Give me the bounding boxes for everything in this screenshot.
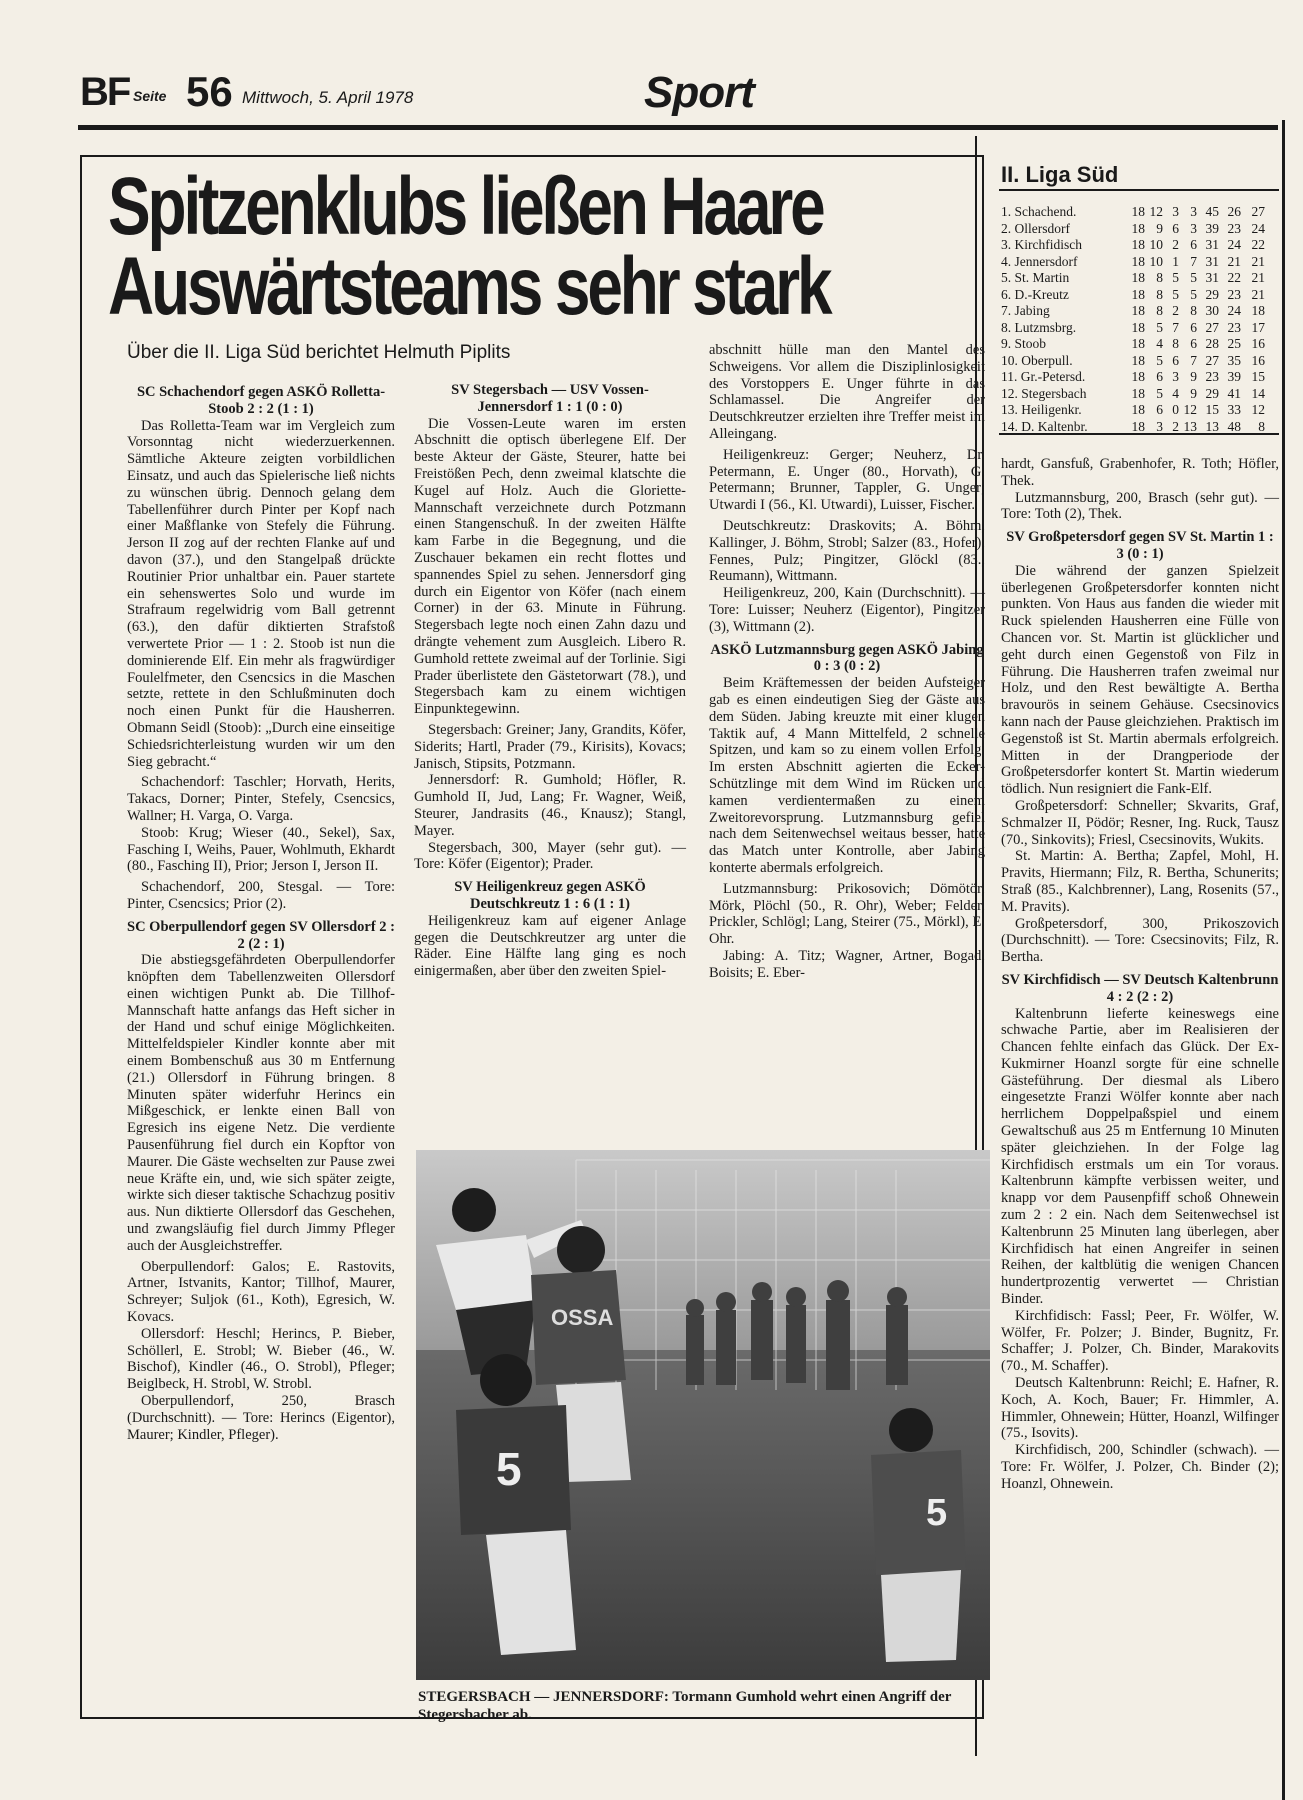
table-cell-p: 24 [1251,220,1265,236]
table-row [1001,336,1282,353]
table-cell-p: 16 [1251,336,1265,351]
table-row [1001,254,1282,271]
lineup: St. Martin: A. Bertha; Zapfel, Mohl, H. Pravits, Hiermann; Filz, R. Bertha, Schunerits; Straß (85., Kalchbrenner), Lang, Rosenits (57., M. Pravits). [1001,848,1279,915]
lineup: Schachendorf: Taschler; Horvath, Herits, Takacs, Dorner; Pinter, Stefely, Csencsics, Wallner; H. Varga, O. Varga. [127,774,395,824]
table-cell-ga: 48 [1227,418,1241,434]
table-cell-d: 8 [1172,336,1179,351]
table-cell-team: 2. Ollersdorf [1001,220,1070,236]
table-cell-team: 10. Oberpull. [1001,352,1073,368]
page-number: 56 [186,68,233,115]
masthead-logo: BF [80,70,130,114]
table-cell-gf: 45 [1205,204,1219,219]
table-cell-l: 3 [1190,204,1197,219]
match-report: Die Vossen-Leute waren im ersten Abschnitt die optisch überlegene Elf. Der beste Akteur der Gäste, Steurer, hatte bei Freistößen Pech, denn zweimal klatschte die Kugel auf Holz. Auch die Gloriette-Mannschaft verzeichnete durch Potzmann einen Stangenschuß. In der zweiten Hälfte kam Farbe in die Begegnung, und die Zuschauer bekamen ein recht flottes und spannendes Spiel zu sehen. Jennersdorf ging durch ein Eigentor von Köfer (nach einem Corner) in der 63. Minute in Führung. Stegersbach legte noch einen Zahn dazu und drängte vehement zum Ausgleich. Libero R. Gumhold rettete zweimal auf der Torlinie. Sigi Prader überlistete den Gästetorwart (78.), und Stegersbach kam zu einem wichtigen Einpunktegewinn. [414,415,686,718]
table-cell-gf: 29 [1205,385,1219,401]
table-cell-gf: 27 [1205,319,1219,335]
table-cell-w: 8 [1156,286,1163,302]
table-cell-w: 9 [1156,220,1163,236]
table-row [1001,221,1282,238]
match-summary: Lutzmannsburg, 200, Brasch (sehr gut). — Tore: Toth (2), Thek. [1001,489,1279,523]
table-cell-ga: 35 [1227,352,1241,368]
table-row [1001,237,1282,254]
table-cell-team: 1. Schachend. [1001,204,1077,219]
table-cell-g: 18 [1131,220,1145,236]
table-cell-w: 3 [1156,418,1163,434]
article-column-4 [1001,456,1279,1493]
table-cell-p: 18 [1251,303,1265,318]
table-cell-ga: 33 [1227,402,1241,417]
table-row [1001,320,1282,337]
table-cell-p: 21 [1251,286,1265,302]
lineup: Jabing: A. Titz; Wagner, Artner, Bogad, Boisits; E. Eber- [709,947,985,981]
table-cell-g: 18 [1131,369,1145,384]
table-cell-gf: 31 [1205,237,1219,252]
table-cell-team: 5. St. Martin [1001,270,1070,285]
table-cell-d: 0 [1172,402,1179,417]
article-column-2 [414,376,686,980]
table-row [1001,270,1282,287]
table-rule [999,189,1279,191]
table-cell-w: 5 [1156,385,1163,401]
table-cell-p: 27 [1251,204,1265,219]
table-cell-w: 10 [1149,237,1163,252]
table-cell-team: 3. Kirchfidisch [1001,237,1082,252]
match-heading: SV Stegersbach — USV Vossen-Jennersdorf 1 : 1 (0 : 0) [451,382,649,415]
table-cell-ga: 24 [1227,237,1241,252]
headline-line-2: Auswärtsteams sehr stark [108,241,830,332]
table-cell-l: 9 [1190,369,1197,384]
table-cell-g: 18 [1131,253,1145,269]
table-cell-ga: 23 [1227,319,1241,335]
table-cell-w: 5 [1156,352,1163,368]
table-cell-w: 6 [1156,402,1163,417]
table-cell-l: 5 [1190,286,1197,302]
table-cell-ga: 23 [1227,220,1241,236]
match-summary: Großpetersdorf, 300, Prikoszovich (Durchschnitt). — Tore: Csecsinovits; Filz, R. Bertha. [1001,915,1279,966]
table-row [1001,204,1282,221]
lineup: Großpetersdorf: Schneller; Skvarits, Graf, Schmalzer II, Pödör; Resner, Ing. Ruck, Tausz (70., Sinkovits); Friesl, Csecsinovits, Wukits. [1001,797,1279,848]
table-cell-p: 17 [1251,319,1265,335]
table-cell-l: 7 [1190,253,1197,269]
table-cell-ga: 22 [1227,270,1241,285]
table-cell-l: 9 [1190,385,1197,401]
table-cell-gf: 30 [1205,303,1219,318]
table-cell-ga: 41 [1227,385,1241,401]
page-edge-rule [1282,120,1285,1800]
table-cell-d: 1 [1172,253,1179,269]
table-cell-p: 12 [1251,402,1265,417]
match-report: Heiligenkreuz kam auf eigener Anlage gegen die Deutschkreutzer arg unter die Räder. Eine Hälfte lang ging es noch einigermaßen, aber über den zweiten Spiel- [414,912,686,980]
table-cell-gf: 13 [1205,418,1219,434]
table-cell-g: 18 [1131,352,1145,368]
table-cell-team: 6. D.-Kreutz [1001,286,1069,302]
table-cell-p: 16 [1251,352,1265,368]
league-table [1001,204,1282,435]
lineup: Jennersdorf: R. Gumhold; Höfler, R. Gumhold II, Jud, Lang; Fr. Wagner, Weiß, Steurer, Jandrasits (46., Knausz); Stangl, Mayer. [414,772,686,839]
table-row [1001,353,1282,370]
table-cell-ga: 25 [1227,336,1241,351]
table-row [1001,287,1282,304]
match-photo [416,1150,990,1680]
jersey-number: 5 [496,1443,522,1495]
seite-label: Seite [133,88,167,104]
table-cell-w: 8 [1156,270,1163,285]
match-heading: ASKÖ Lutzmannsburg gegen ASKÖ Jabing 0 : 3 (0 : 2) [710,641,984,675]
table-cell-d: 3 [1172,369,1179,384]
table-cell-p: 8 [1258,418,1265,434]
svg-text:OSSA: OSSA [551,1305,614,1330]
table-cell-w: 12 [1149,204,1163,219]
table-cell-p: 14 [1251,385,1265,401]
table-cell-g: 18 [1131,270,1145,285]
table-cell-p: 21 [1251,253,1265,269]
table-rule [999,433,1279,435]
dateline: Mittwoch, 5. April 1978 [242,88,414,107]
table-cell-g: 18 [1131,237,1145,252]
table-cell-ga: 39 [1227,369,1241,384]
match-heading: SV Heiligenkreuz gegen ASKÖ Deutschkreutz 1 : 6 (1 : 1) [454,879,646,912]
table-cell-d: 5 [1172,286,1179,302]
match-report: abschnitt hülle man den Mantel des Schweigens. Vor allem die Disziplinlosigkeit des Vorstoppers E. Unger führte in das Schlamassel. Die Angreifer der Deutschkreutzer erzielten ihre Treffer meist im Alleingang. [709,342,985,442]
match-heading: SC Oberpullendorf gegen SV Ollersdorf 2 : 2 (2 : 1) [127,918,395,952]
table-cell-p: 22 [1251,237,1265,252]
match-summary: Schachendorf, 200, Stesgal. — Tore: Pinter, Csencsics; Prior (2). [127,879,395,912]
table-cell-l: 6 [1190,319,1197,335]
table-cell-w: 4 [1156,336,1163,351]
jersey-number: 5 [926,1492,948,1534]
table-cell-l: 6 [1190,237,1197,252]
masthead-rule [78,125,1278,130]
table-cell-d: 6 [1172,220,1179,236]
table-cell-g: 18 [1131,286,1145,302]
table-cell-team: 4. Jennersdorf [1001,253,1078,269]
table-cell-p: 15 [1251,369,1265,384]
table-row [1001,303,1282,320]
table-cell-d: 2 [1172,418,1179,434]
table-cell-g: 18 [1131,336,1145,351]
table-row [1001,369,1282,386]
table-cell-l: 12 [1183,402,1197,417]
lineup: Kirchfidisch: Fassl; Peer, Fr. Wölfer, W. Wölfer, Fr. Polzer; J. Binder, Bugnitz, Fr. Schaffer; J. Polzer, Ch. Binder, Marakovits (70., M. Schaffer). [1001,1307,1279,1375]
table-cell-gf: 23 [1205,369,1219,384]
lineup: Lutzmannsburg: Prikosovich; Dömötör, Mörk, Plöchl (50., R. Ohr), Weber; Felder, Prickler, Schlögl; Lang, Steirer (75., Mörkl), E. Ohr. [709,880,985,948]
article-column-3 [709,342,985,981]
lineup: hardt, Gansfuß, Grabenhofer, R. Toth; Höfler, Thek. [1001,456,1279,489]
match-report: Die abstiegsgefährdeten Oberpullendorfer knöpften dem Tabellenzweiten Ollersdorf einen wichtigen Punkt ab. Die Tillhof-Mannschaft hatte anfangs das Heft sicher in der Hand und schuf einige Möglichkeiten. Mittelfeldspieler Kindler konnte aber mit einem Bombenschuß aus 30 m Entfernung (21.) Ollersdorf in Führung bringen. 8 Minuten später widerfuhr Herincs ein Mißgeschick, er lenkte einen Ball von Egresich ins eigene Netz. Die verdiente Pausenführung fiel durch ein Kopftor von Maurer. Die Gäste wechselten zur Pause zwei neue Kräfte ein, und, wie sich später zeigte, wirkte sich dieser taktische Schachzug positiv aus. Nun diktierte Ollersdorf das Geschehen, und zwangsläufig fiel durch Jimmy Pfleger auch der Ausgleichstreffer. [127,952,395,1254]
table-cell-g: 18 [1131,319,1145,335]
table-row [1001,402,1282,419]
match-summary: Oberpullendorf, 250, Brasch (Durchschnitt). — Tore: Herincs (Eigentor), Maurer; Kindler, Pfleger). [127,1393,395,1443]
table-row [1001,386,1282,403]
table-cell-ga: 24 [1227,303,1241,318]
table-cell-w: 5 [1156,319,1163,335]
table-cell-w: 6 [1156,369,1163,384]
match-summary: Kirchfidisch, 200, Schindler (schwach). — Tore: Fr. Wölfer, J. Polzer, Ch. Binder (2); Hoanzl, Ohnewein. [1001,1442,1279,1492]
match-report: Beim Kräftemessen der beiden Aufsteiger gab es einen eindeutigen Sieg der Gäste aus dem Süden. Jabing kreuzte mit einer klugen Taktik auf, 4 Mann Mittelfeld, 2 schnelle Spitzen, und kam so zu einem vollen Erfolg. Im ersten Abschnitt agierten die Ecker-Schützlinge mit dem Wind im Rücken und kamen verdientermaßen zu einem Zweitorevorsprung. Lutzmannsburg gefiel nach dem Seitenwechsel weitaus besser, hatte das Match unter Kontrolle, aber Jabing konterte abermals erfolgreich. [709,675,985,876]
table-cell-l: 7 [1190,352,1197,368]
table-cell-w: 8 [1156,303,1163,318]
lineup: Stoob: Krug; Wieser (40., Sekel), Sax, Fasching I, Weihs, Pauer, Wohlmuth, Ekhardt (80., Fasching II), Prior; Jerson I, Jerson II. [127,824,395,875]
table-cell-l: 8 [1190,303,1197,318]
match-report: Kaltenbrunn lieferte keineswegs eine schwache Partie, aber im Realisieren der Chancen fehlte einfach das Glück. Der Ex-Kukmirner Hoanzl sorgte für eine schnelle Gästeführung. Der diesmal als Libero eingesetzte Franzi Wölfer konnte aber nach herrlichem Doppelpaßspiel und einem Gewaltschuß aus 25 m Entfernung 10 Minuten später gleichziehen. In der Folge lag Kirchfidisch erstmals um ein Tor voraus. Kaltenbrunn kämpfte verbissen weiter, und knapp vor dem Pausenpfiff schoß Ohnewein zum 2 : 2 ein. Nach dem Seitenwechsel ist Kaltenbrunn 25 Minuten lang überlegen, aber Kirchfidisch hat einen Angreifer in seinen Reihen, der kaltblütig die wenigen Chancen hundertprozentig verwertet — Christian Binder. [1001,1005,1279,1308]
table-cell-gf: 29 [1205,286,1219,302]
table-cell-gf: 15 [1205,402,1219,417]
match-heading: SC Schachendorf gegen ASKÖ Rolletta-Stoob 2 : 2 (1 : 1) [136,384,386,417]
table-cell-w: 10 [1149,253,1163,269]
table-cell-team: 13. Heiligenkr. [1001,402,1082,417]
match-report: Das Rolletta-Team war im Vergleich zum Vorsonntag nicht wiederzuerkennen. Sämtliche Akteure zeigten vorbildlichen Einsatz, und auch das Spielerische ließ nichts zu wünschen übrig. Dennoch gelang dem Tabellenführer durch Pinter per Kopf nach einer Maßflanke von Stefely die Führung. Jerson II zog auf der rechten Flanke auf und davon (37.), und den Stangelpaß drückte Routinier Prior unhaltbar ein. Pauer startete ein sehenswertes Solo und wurde im Strafraum regelwidrig vom Ball getrennt (63.), den dafür diktierten Strafstoß verwertete Prior — 1 : 2. Stoob ist nun die dominierende Elf. Ein mehr als fragwürdiger Foulelfmeter, den Csencsics in die Maschen setzte, rettete in den Schlußminuten doch noch einen Punkt für die Hausherren. Obmann Seidl (Stoob): „Durch eine einseitige Schiedsrichterleistung wurden wir um den Sieg gebracht.“ [127,417,395,770]
table-title: II. Liga Süd [1001,162,1119,187]
table-cell-g: 18 [1131,204,1145,219]
football-photo-illustration [416,1150,990,1680]
table-cell-team: 14. D. Kaltenbr. [1001,418,1088,434]
headline-line-1: Spitzenklubs ließen Haare [108,161,823,252]
article-column-1 [127,378,395,1443]
match-summary: Stegersbach, 300, Mayer (sehr gut). — Tore: Köfer (Eigentor); Prader. [414,839,686,873]
table-cell-team: 8. Lutzmsbrg. [1001,319,1077,335]
table-cell-l: 13 [1183,418,1197,434]
table-cell-ga: 23 [1227,286,1241,302]
table-cell-l: 3 [1190,220,1197,236]
table-cell-d: 3 [1172,204,1179,219]
match-heading: SV Kirchfidisch — SV Deutsch Kaltenbrunn 4 : 2 (2 : 2) [1001,971,1279,1005]
table-cell-d: 2 [1172,237,1179,252]
lineup: Heiligenkreuz: Gerger; Neuherz, Dr. Petermann, E. Unger (80., Horvath), G. Petermann; Brunner, Tappler, G. Unger; Utwardi I (56., Kl. Utwardi), Luisser, Fischer. [709,446,985,514]
lineup: Ollersdorf: Heschl; Herincs, P. Bieber, Schöllerl, E. Strobl; W. Bieber (46., W. Bischof), Kindler (46., O. Strobl), Pfleger; Beiglbeck, H. Strobl, W. Strobl. [127,1325,395,1393]
table-cell-p: 21 [1251,270,1265,285]
lineup: Deutschkreutz: Draskovits; A. Böhm, Kallinger, J. Böhm, Strobl; Salzer (83., Hofer), Fennes, Pulz; Pingitzer, Glöckl (83., Reumann), Wittmann. [709,517,985,585]
table-cell-g: 18 [1131,303,1145,318]
table-cell-gf: 31 [1205,253,1219,269]
table-cell-l: 6 [1190,336,1197,351]
table-cell-g: 18 [1131,402,1145,417]
table-cell-d: 4 [1172,385,1179,401]
table-cell-g: 18 [1131,385,1145,401]
section-title: Sport [644,68,754,117]
table-cell-d: 2 [1172,303,1179,318]
lineup: Stegersbach: Greiner; Jany, Grandits, Köfer, Siderits; Hartl, Prader (79., Kirisits), Kovacs; Janisch, Stipsits, Potzmann. [414,721,686,772]
table-cell-gf: 39 [1205,220,1219,236]
table-cell-gf: 31 [1205,270,1219,285]
match-report: Die während der ganzen Spielzeit überlegenen Großpetersdorfer konnten nicht punkten. Von Haus aus fanden die wieder mit Ruck spielenden Hausherren eine Fülle von Chancen vor. St. Martin ist glücklicher und geht durch einen Gegenstoß von Filz in Führung. Die Hausherren trafen zweimal nur Holz, und den Rest bewältigte A. Bertha bravourös in seinem Gehäuse. Csecsinovics kann nach der Pause gleichziehen. Praktisch im Gegenstoß ist St. Martin abermals erfolgreich. Mitten in der Drangperiode der Großpetersdorfer kontert St. Martin wiederum tödlich. Nun resigniert die Fank-Elf. [1001,562,1279,798]
table-cell-team: 9. Stoob [1001,336,1047,351]
table-cell-d: 7 [1172,319,1179,335]
lineup: Oberpullendorf: Galos; E. Rastovits, Artner, Istvanits, Kantor; Tillhof, Maurer, Schreyer; Suljok (61., Koth), Egresich, W. Kovacs. [127,1258,395,1326]
table-cell-d: 5 [1172,270,1179,285]
table-cell-g: 18 [1131,418,1145,434]
table-cell-gf: 27 [1205,352,1219,368]
table-cell-ga: 26 [1227,204,1241,219]
table-cell-team: 7. Jabing [1001,303,1050,318]
byline: Über die II. Liga Süd berichtet Helmuth Piplits [127,342,511,363]
table-cell-team: 11. Gr.-Petersd. [1001,369,1086,384]
table-cell-team: 12. Stegersbach [1001,385,1087,401]
lineup: Deutsch Kaltenbrunn: Reichl; E. Hafner, R. Koch, A. Koch, Bauer; Fr. Himmler, A. Himmler, Ohnewein; Hütter, Hoanzl, Wilfinger (75., Isovits). [1001,1375,1279,1442]
table-cell-d: 6 [1172,352,1179,368]
match-heading: SV Großpetersdorf gegen SV St. Martin 1 : 3 (0 : 1) [1006,529,1274,562]
table-cell-l: 5 [1190,270,1197,285]
match-summary: Heiligenkreuz, 200, Kain (Durchschnitt). — Tore: Luisser; Neuherz (Eigentor), Pingitzer (3), Wittmann (2). [709,585,985,635]
table-cell-ga: 21 [1227,253,1241,269]
table-cell-gf: 28 [1205,336,1219,351]
photo-caption: STEGERSBACH — JENNERSDORF: Tormann Gumhold wehrt einen Angriff der Stegersbacher ab. [418,1689,952,1723]
